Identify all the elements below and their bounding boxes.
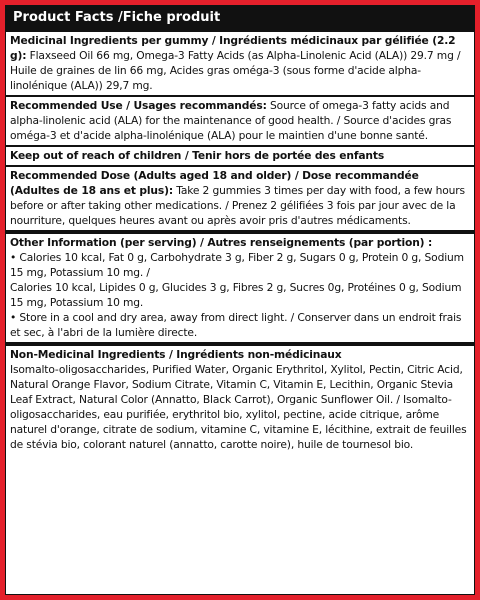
medicinal-ingredients-section (6, 30, 474, 95)
recommended-use-text: Source of omega-3 fatty acids and alpha-linolenic acid (ALA) for the maintenance of good health. / Source d'acides gras oméga-3 et d'acide alpha-linolénique (ALA) pour le maintien d'une bonne santé. (10, 99, 452, 142)
medicinal-ingredients-heading: Medicinal Ingredients per gummy / Ingrédients médicinaux par gélifiée (2.2 g): (10, 34, 456, 62)
warning-heading: Keep out of reach of children / Tenir hors de portée des enfants (10, 149, 385, 162)
other-information-section (6, 230, 474, 342)
nutrition-french-line: Calories 10 kcal, Lipides 0 g, Glucides 3 g, Fibres 2 g, Sucres 0g, Protéines 0 g, Sodium 15 mg, Potassium 10 mg. (10, 281, 462, 309)
panel-header: Product Facts /Fiche produit (6, 6, 474, 30)
recommended-use-heading: Recommended Use / Usages recommandés: (10, 99, 267, 112)
non-medicinal-heading: Non-Medicinal Ingredients / Ingrédients non-médicinaux (10, 348, 342, 361)
warning-section (6, 145, 474, 165)
medicinal-ingredients-text: Flaxseed Oil 66 mg, Omega-3 Fatty Acids (as Alpha-Linolenic Acid (ALA)) 29.7 mg / Huile de graines de lin 66 mg, Acides gras oméga-3 (sous forme d'acide alpha-linolénique (ALA)) 29,7 mg. (10, 49, 461, 92)
storage-line: • Store in a cool and dry area, away from direct light. / Conserver dans un endroit frais et sec, à l'abri de la lumière directe. (10, 311, 462, 339)
recommended-use-section (6, 95, 474, 145)
non-medicinal-ingredients-section (6, 342, 474, 454)
nutrition-english-line: • Calories 10 kcal, Fat 0 g, Carbohydrate 3 g, Fiber 2 g, Sugars 0 g, Protein 0 g, Sodium 15 mg, Potassium 10 mg. / (10, 251, 464, 279)
product-facts-panel (5, 5, 475, 595)
recommended-dose-section (6, 165, 474, 230)
recommended-dose-text: Take 2 gummies 3 times per day with food, a few hours before or after taking other medications. / Prenez 2 gélifiées 3 fois par jour avec de la nourriture, quelques heures avant ou après avoir pris d'autres médicaments. (10, 184, 465, 227)
non-medicinal-text: Isomalto-oligosaccharides, Purified Water, Organic Erythritol, Xylitol, Pectin, Citric Acid, Natural Orange Flavor, Sodium Citrate, Vitamin C, Vitamin E, Lecithin, Organic Stevia Leaf Extract, Natural Color (Annatto, Black Carrot), Organic Sunflower Oil. / Isomalto-oligosaccharides, eau purifiée, erythritol bio, xylitol, pectine, acide citrique, arôme naturel d'orange, citrate de sodium, vitamine C, vitamine E, lécithine, extrait de feuilles de stévia bio, colorant naturel (annatto, carotte noire), huile de tournesol bio. (10, 363, 467, 451)
other-information-heading: Other Information (per serving) / Autres renseignements (par portion) : (10, 236, 433, 249)
recommended-dose-heading: Recommended Dose (Adults aged 18 and older) / Dose recommandée (Adultes de 18 ans et plus): (10, 169, 419, 197)
